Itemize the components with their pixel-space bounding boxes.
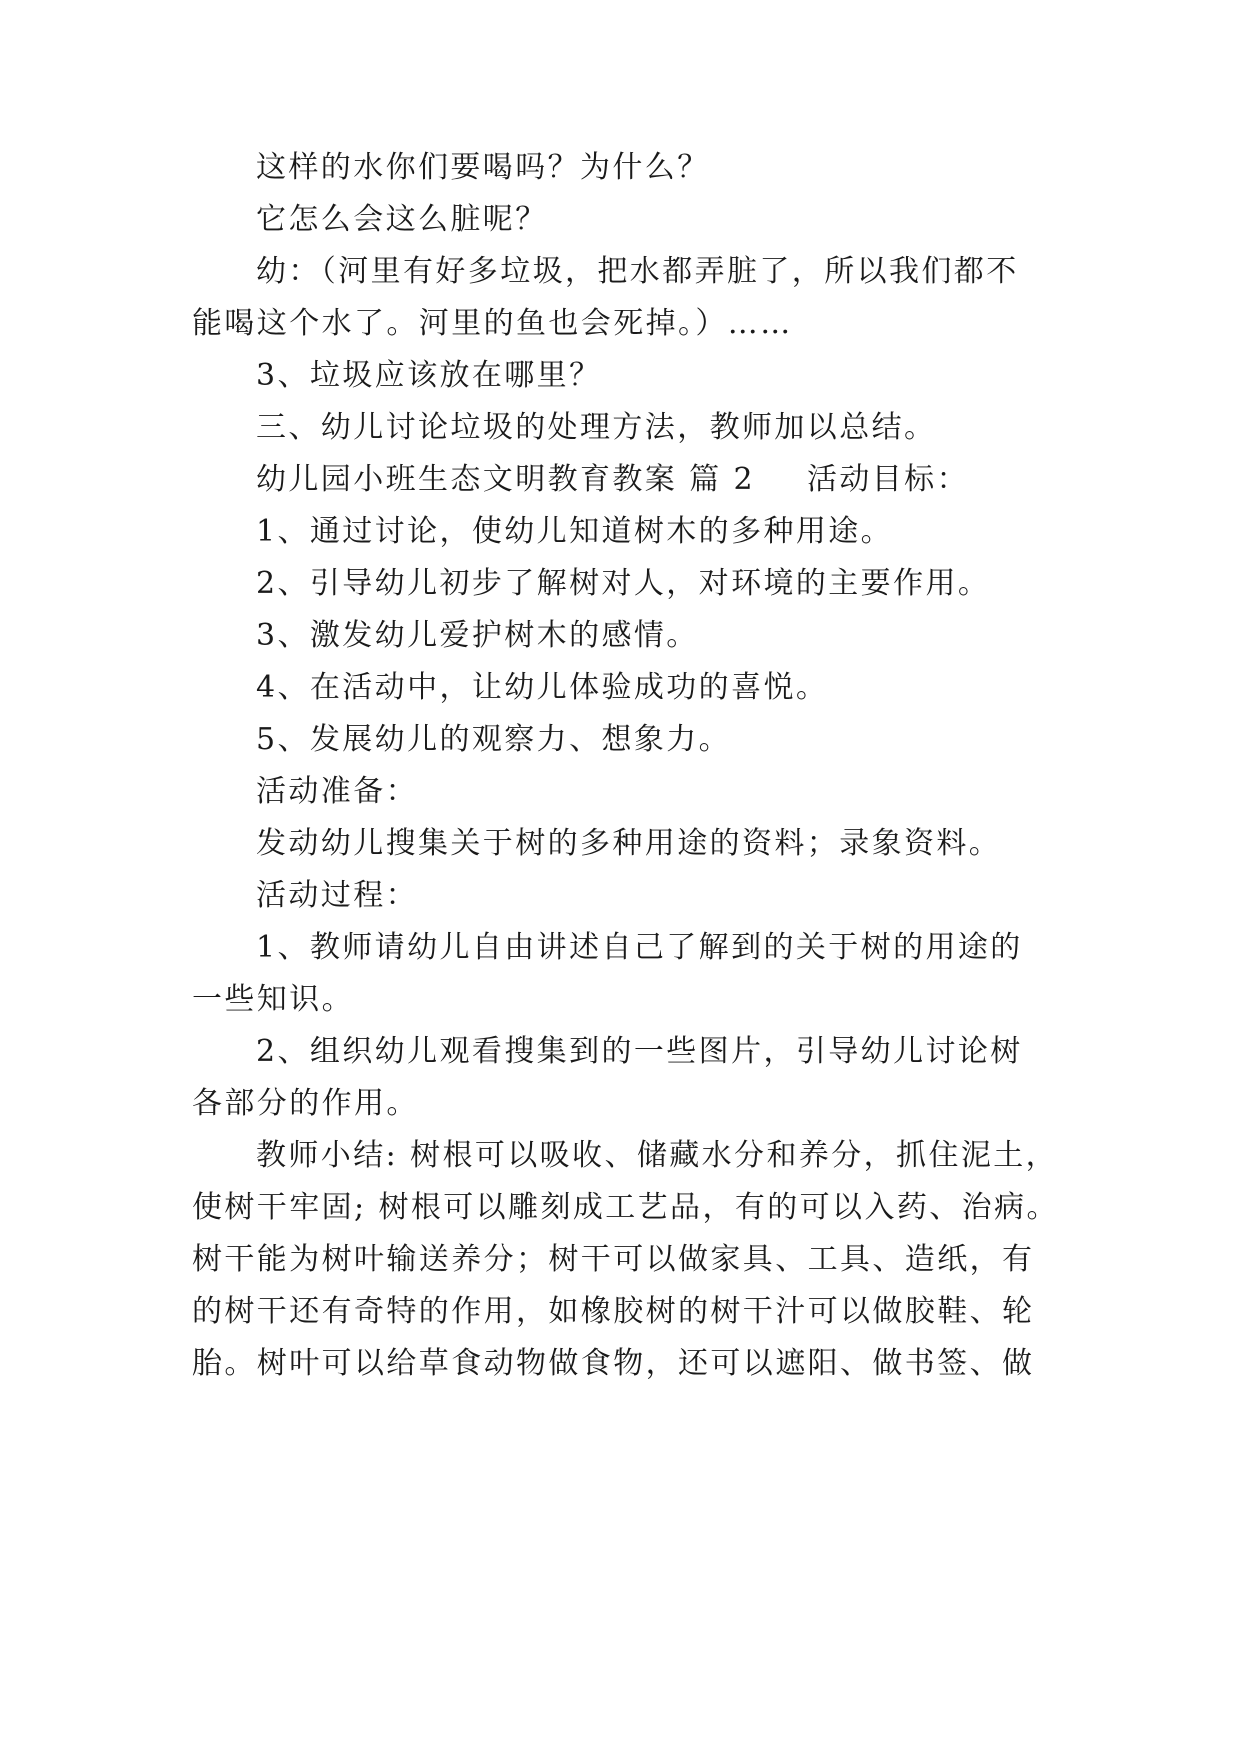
paragraph-line: 的树干还有奇特的作用，如橡胶树的树干汁可以做胶鞋、轮	[192, 1294, 1035, 1329]
section-heading-line	[256, 460, 1116, 500]
paragraph-line: 5、发展幼儿的观察力、想象力。	[256, 722, 732, 757]
paragraph-line: 1、教师请幼儿自由讲述自己了解到的关于树的用途的	[256, 930, 1023, 965]
paragraph-line: 能喝这个水了。河里的鱼也会死掉。）……	[192, 306, 793, 341]
paragraph-line: 活动过程：	[256, 878, 418, 913]
paragraph-line: 教师小结: 树根可以吸收、储藏水分和养分，抓住泥土，	[256, 1138, 1059, 1173]
paragraph-line: 使树干牢固; 树根可以雕刻成工艺品，有的可以入药、治病。	[192, 1190, 1059, 1225]
paragraph-line: 三、幼儿讨论垃圾的处理方法，教师加以总结。	[256, 410, 937, 445]
paragraph-line: 胎。树叶可以给草食动物做食物，还可以遮阳、做书签、做	[192, 1346, 1035, 1381]
paragraph-line: 幼：（河里有好多垃圾，把水都弄脏了，所以我们都不	[256, 254, 1019, 289]
paragraph-line: 4、在活动中，让幼儿体验成功的喜悦。	[256, 670, 829, 705]
paragraph-line: 2、组织幼儿观看搜集到的一些图片，引导幼儿讨论树	[256, 1034, 1023, 1069]
paragraph-line: 一些知识。	[192, 982, 354, 1017]
paragraph-line: 各部分的作用。	[192, 1086, 419, 1121]
section-title: 幼儿园小班生态文明教育教案 篇 2	[256, 462, 755, 497]
paragraph-line: 3、垃圾应该放在哪里？	[256, 358, 602, 393]
paragraph-line: 3、激发幼儿爱护树木的感情。	[256, 618, 699, 653]
paragraph-line: 树干能为树叶输送养分；树干可以做家具、工具、造纸，有	[192, 1242, 1035, 1277]
paragraph-line: 这样的水你们要喝吗？为什么？	[256, 150, 710, 185]
section-subheading: 活动目标：	[806, 462, 969, 497]
paragraph-line: 发动幼儿搜集关于树的多种用途的资料；录象资料。	[256, 826, 1002, 861]
paragraph-line: 活动准备：	[256, 774, 418, 809]
paragraph-line: 2、引导幼儿初步了解树对人，对环境的主要作用。	[256, 566, 991, 601]
paragraph-line: 1、通过讨论，使幼儿知道树木的多种用途。	[256, 514, 894, 549]
paragraph-line: 它怎么会这么脏呢？	[256, 202, 548, 237]
